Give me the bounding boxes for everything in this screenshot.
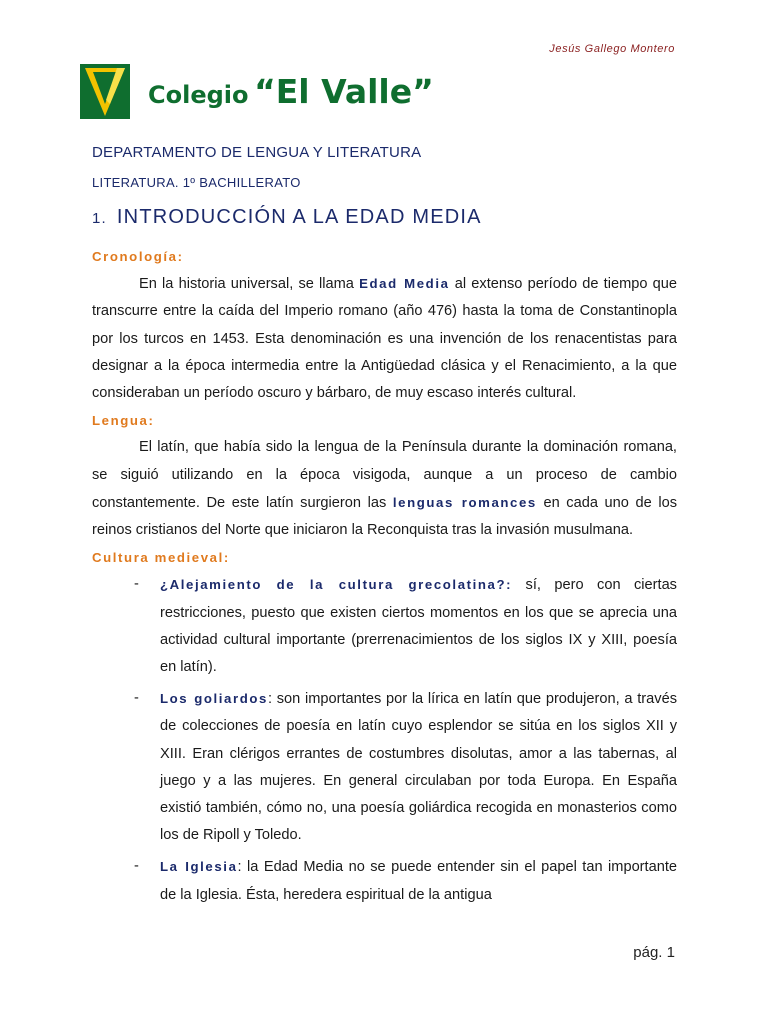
list-item: [92, 853, 677, 908]
cultura-label: Cultura medieval:: [92, 550, 230, 566]
list-dash: -: [134, 690, 139, 707]
cronologia-text-after: al extenso período de tiempo que transcurre entre la caída del Imperio romano (año 476) hasta la toma de Constantinopla por los turcos en 1453. Esta denominación es una invención de los renacentistas para designar a la época intermedia entre la Antigüedad clásica y el Renacimiento, a la que consideraban un período oscuro y bárbaro, de muy escaso interés cultural.: [92, 276, 678, 402]
section-number: 1.: [92, 210, 107, 227]
list-item-term: Los goliardos: [160, 691, 268, 707]
section-title: [92, 206, 482, 229]
school-logo-icon: [80, 64, 130, 119]
lengua-paragraph: [92, 434, 677, 544]
cronologia-term: Edad Media: [359, 276, 450, 292]
list-item-text: : la Edad Media no se puede entender sin el papel tan importante de la Iglesia. Ésta, heredera espiritual de la antigua: [160, 859, 678, 903]
lengua-text-after: en cada uno de los reinos cristianos del Norte que iniciaron la Reconquista tras la invasión musulmana.: [92, 494, 677, 539]
page-number: pág. 1: [633, 944, 675, 961]
cronologia-text-before: En la historia universal, se llama: [139, 276, 360, 293]
lengua-text-before: El latín, que había sido la lengua de la Península durante la dominación romana, se siguió utilizando en la época visigoda, aunque a un proceso de cambio constantemente. De este latín surgieron las: [92, 439, 677, 511]
list-item-term: La Iglesia: [160, 859, 238, 875]
list-dash: -: [134, 858, 139, 875]
list-item-term: ¿Alejamiento de la cultura grecolatina?:: [160, 577, 513, 593]
school-name: [148, 72, 434, 111]
cultura-list: [92, 571, 677, 908]
list-item-text: sí, pero con ciertas restricciones, puesto que existen ciertos momentos en los que se aprecia una actividad cultural importante (prerrenacimientos de los siglos IX y XIII, poesía en latín).: [160, 577, 677, 676]
school-title: “El Valle”: [254, 72, 434, 111]
lengua-label: Lengua:: [92, 413, 155, 429]
document-body: [92, 243, 677, 913]
cronologia-paragraph: [92, 270, 677, 407]
lengua-term: lenguas romances: [392, 494, 537, 510]
cronologia-label: Cronología:: [92, 249, 184, 264]
list-item-text: : son importantes por la lírica en latín que produjeron, a través de colecciones de poesía en latín cuyo esplendor se sitúa en los siglos XII y XIII. Eran clérigos errantes de costumbres disolutas, amor a las tabernas, al juego y a las mujeres. En general circulaban por toda Europa. En España existió también, cómo no, una poesía goliárdica recogida en monasterios como los de Ripoll y Toledo.: [160, 691, 677, 844]
department-heading: DEPARTAMENTO DE LENGUA Y LITERATURA: [92, 144, 422, 161]
list-item: [92, 685, 677, 849]
author-name: Jesús Gallego Montero: [549, 43, 675, 55]
list-item: [92, 571, 677, 681]
course-heading: LITERATURA. 1º BACHILLERATO: [92, 175, 301, 190]
list-dash: -: [134, 576, 139, 593]
section-title-text: INTRODUCCIÓN A LA EDAD MEDIA: [116, 206, 482, 228]
school-prefix: Colegio: [148, 81, 249, 109]
